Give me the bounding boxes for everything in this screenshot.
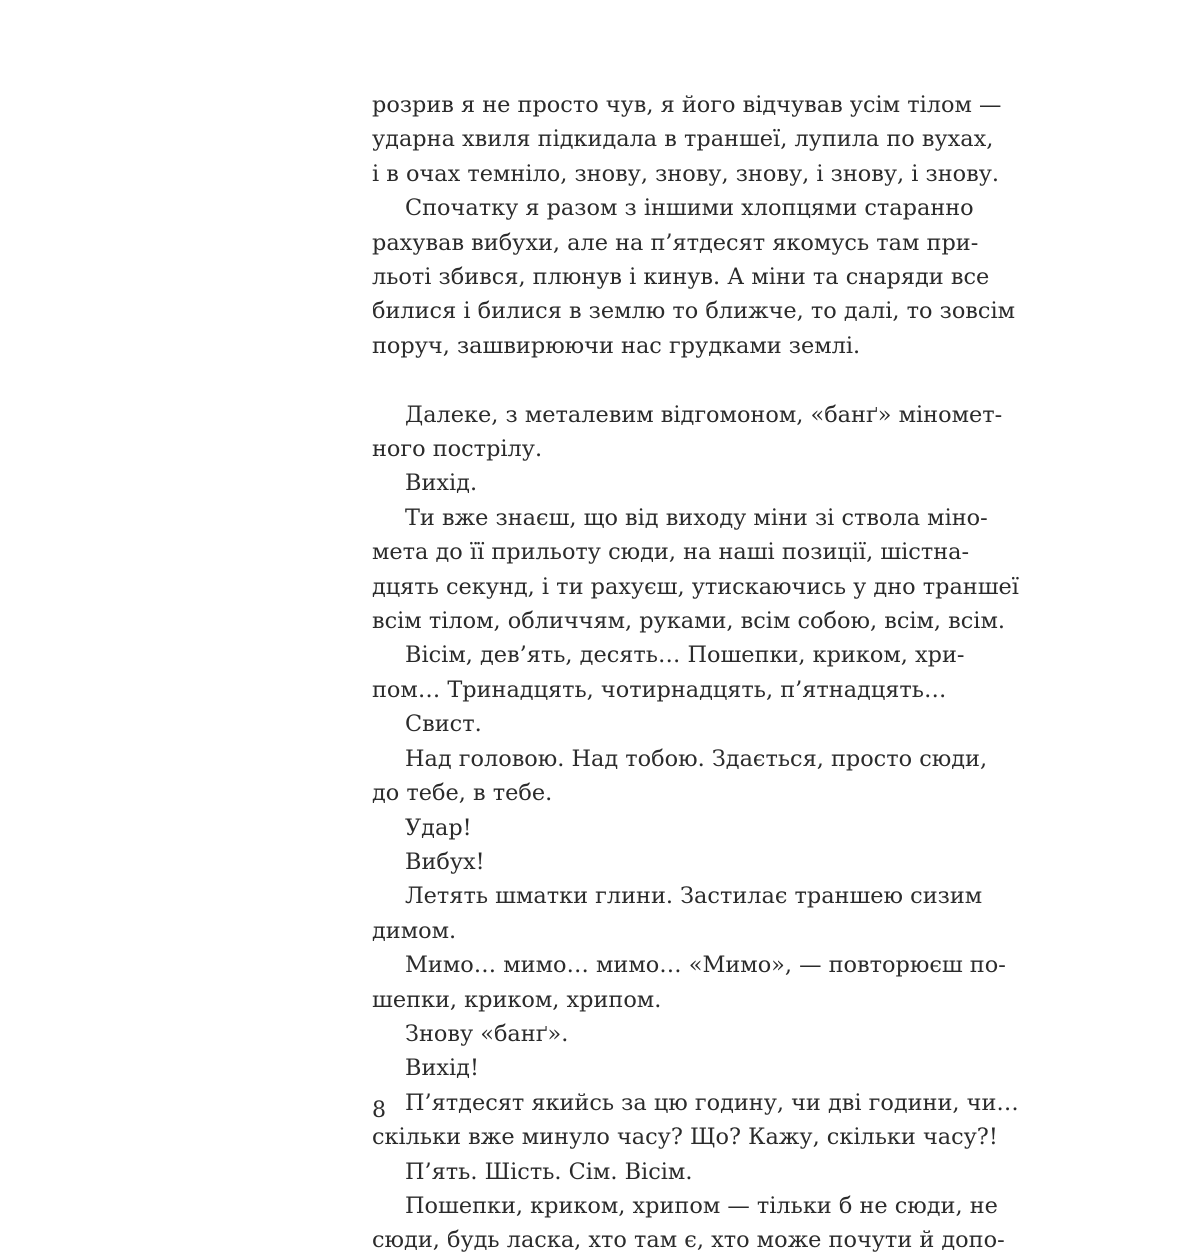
text-line: ного пострілу.	[372, 436, 543, 463]
text-line: рахував вибухи, але на п’ятдесят якомусь там при-	[372, 229, 979, 256]
text-line: Удар!	[405, 814, 472, 841]
text-line: скільки вже минуло часу? Що? Кажу, скільки часу?!	[372, 1124, 998, 1151]
text-line: Далеке, з металевим відгомоном, «банґ» міномет-	[405, 401, 1003, 428]
text-line: сюди, будь ласка, хто там є, хто може почути й допо-	[372, 1227, 1005, 1254]
text-line: і в очах темніло, знову, знову, знову, і знову, і знову.	[372, 160, 1000, 187]
text-line: розрив я не просто чув, я його відчував усім тілом —	[372, 92, 1002, 118]
text-line: поруч, зашвирюючи нас грудками землі.	[372, 332, 861, 359]
text-line: ударна хвиля підкидала в траншеї, лупила по вухах,	[372, 126, 994, 153]
text-line: Знову «банґ».	[405, 1020, 569, 1047]
text-line: димом.	[372, 917, 457, 944]
text-line: шепки, криком, хрипом.	[372, 986, 662, 1013]
text-line: Вихід.	[405, 470, 478, 497]
text-line: П’ятдесят якийсь за цю годину, чи дві години, чи…	[405, 1089, 1019, 1116]
text-line: до тебе, в тебе.	[372, 780, 553, 807]
text-line: мета до її прильоту сюди, на наші позиції, шістна-	[372, 539, 970, 566]
text-line: дцять секунд, і ти рахуєш, утискаючись у дно траншеї	[372, 573, 1019, 600]
text-line: всім тілом, обличчям, руками, всім собою, всім, всім.	[372, 608, 1006, 635]
text-line: Вихід!	[405, 1055, 479, 1082]
text-line: Летять шматки глини. Застилає траншею сизим	[405, 883, 983, 910]
text-line: льоті збився, плюнув і кинув. А міни та снаряди все	[372, 264, 990, 291]
text-line: Спочатку я разом з іншими хлопцями старанно	[405, 195, 974, 222]
text-line: Вісім, дев’ять, десять… Пошепки, криком, хри-	[405, 642, 965, 669]
text-line: Мимо… мимо… мимо… «Мимо», — повторюєш по-	[405, 952, 1006, 979]
text-line: Пошепки, криком, хрипом — тільки б не сюди, не	[405, 1192, 998, 1219]
text-line: Над головою. Над тобою. Здається, просто сюди,	[405, 745, 988, 772]
text-line: Вибух!	[405, 848, 485, 875]
page-text	[372, 88, 1019, 1258]
text-line: пом… Тринадцять, чотирнадцять, п’ятнадцять…	[372, 676, 947, 703]
paragraph-break	[372, 363, 870, 397]
page-number: 8	[372, 1098, 386, 1123]
text-line: П’ять. Шість. Сім. Вісім.	[405, 1158, 693, 1185]
text-line: Свист.	[405, 711, 482, 738]
text-line: билися і билися в землю то ближче, то далі, то зовсім	[372, 298, 1016, 325]
text-line: Ти вже знаєш, що від виходу міни зі ствола міно-	[405, 504, 988, 531]
